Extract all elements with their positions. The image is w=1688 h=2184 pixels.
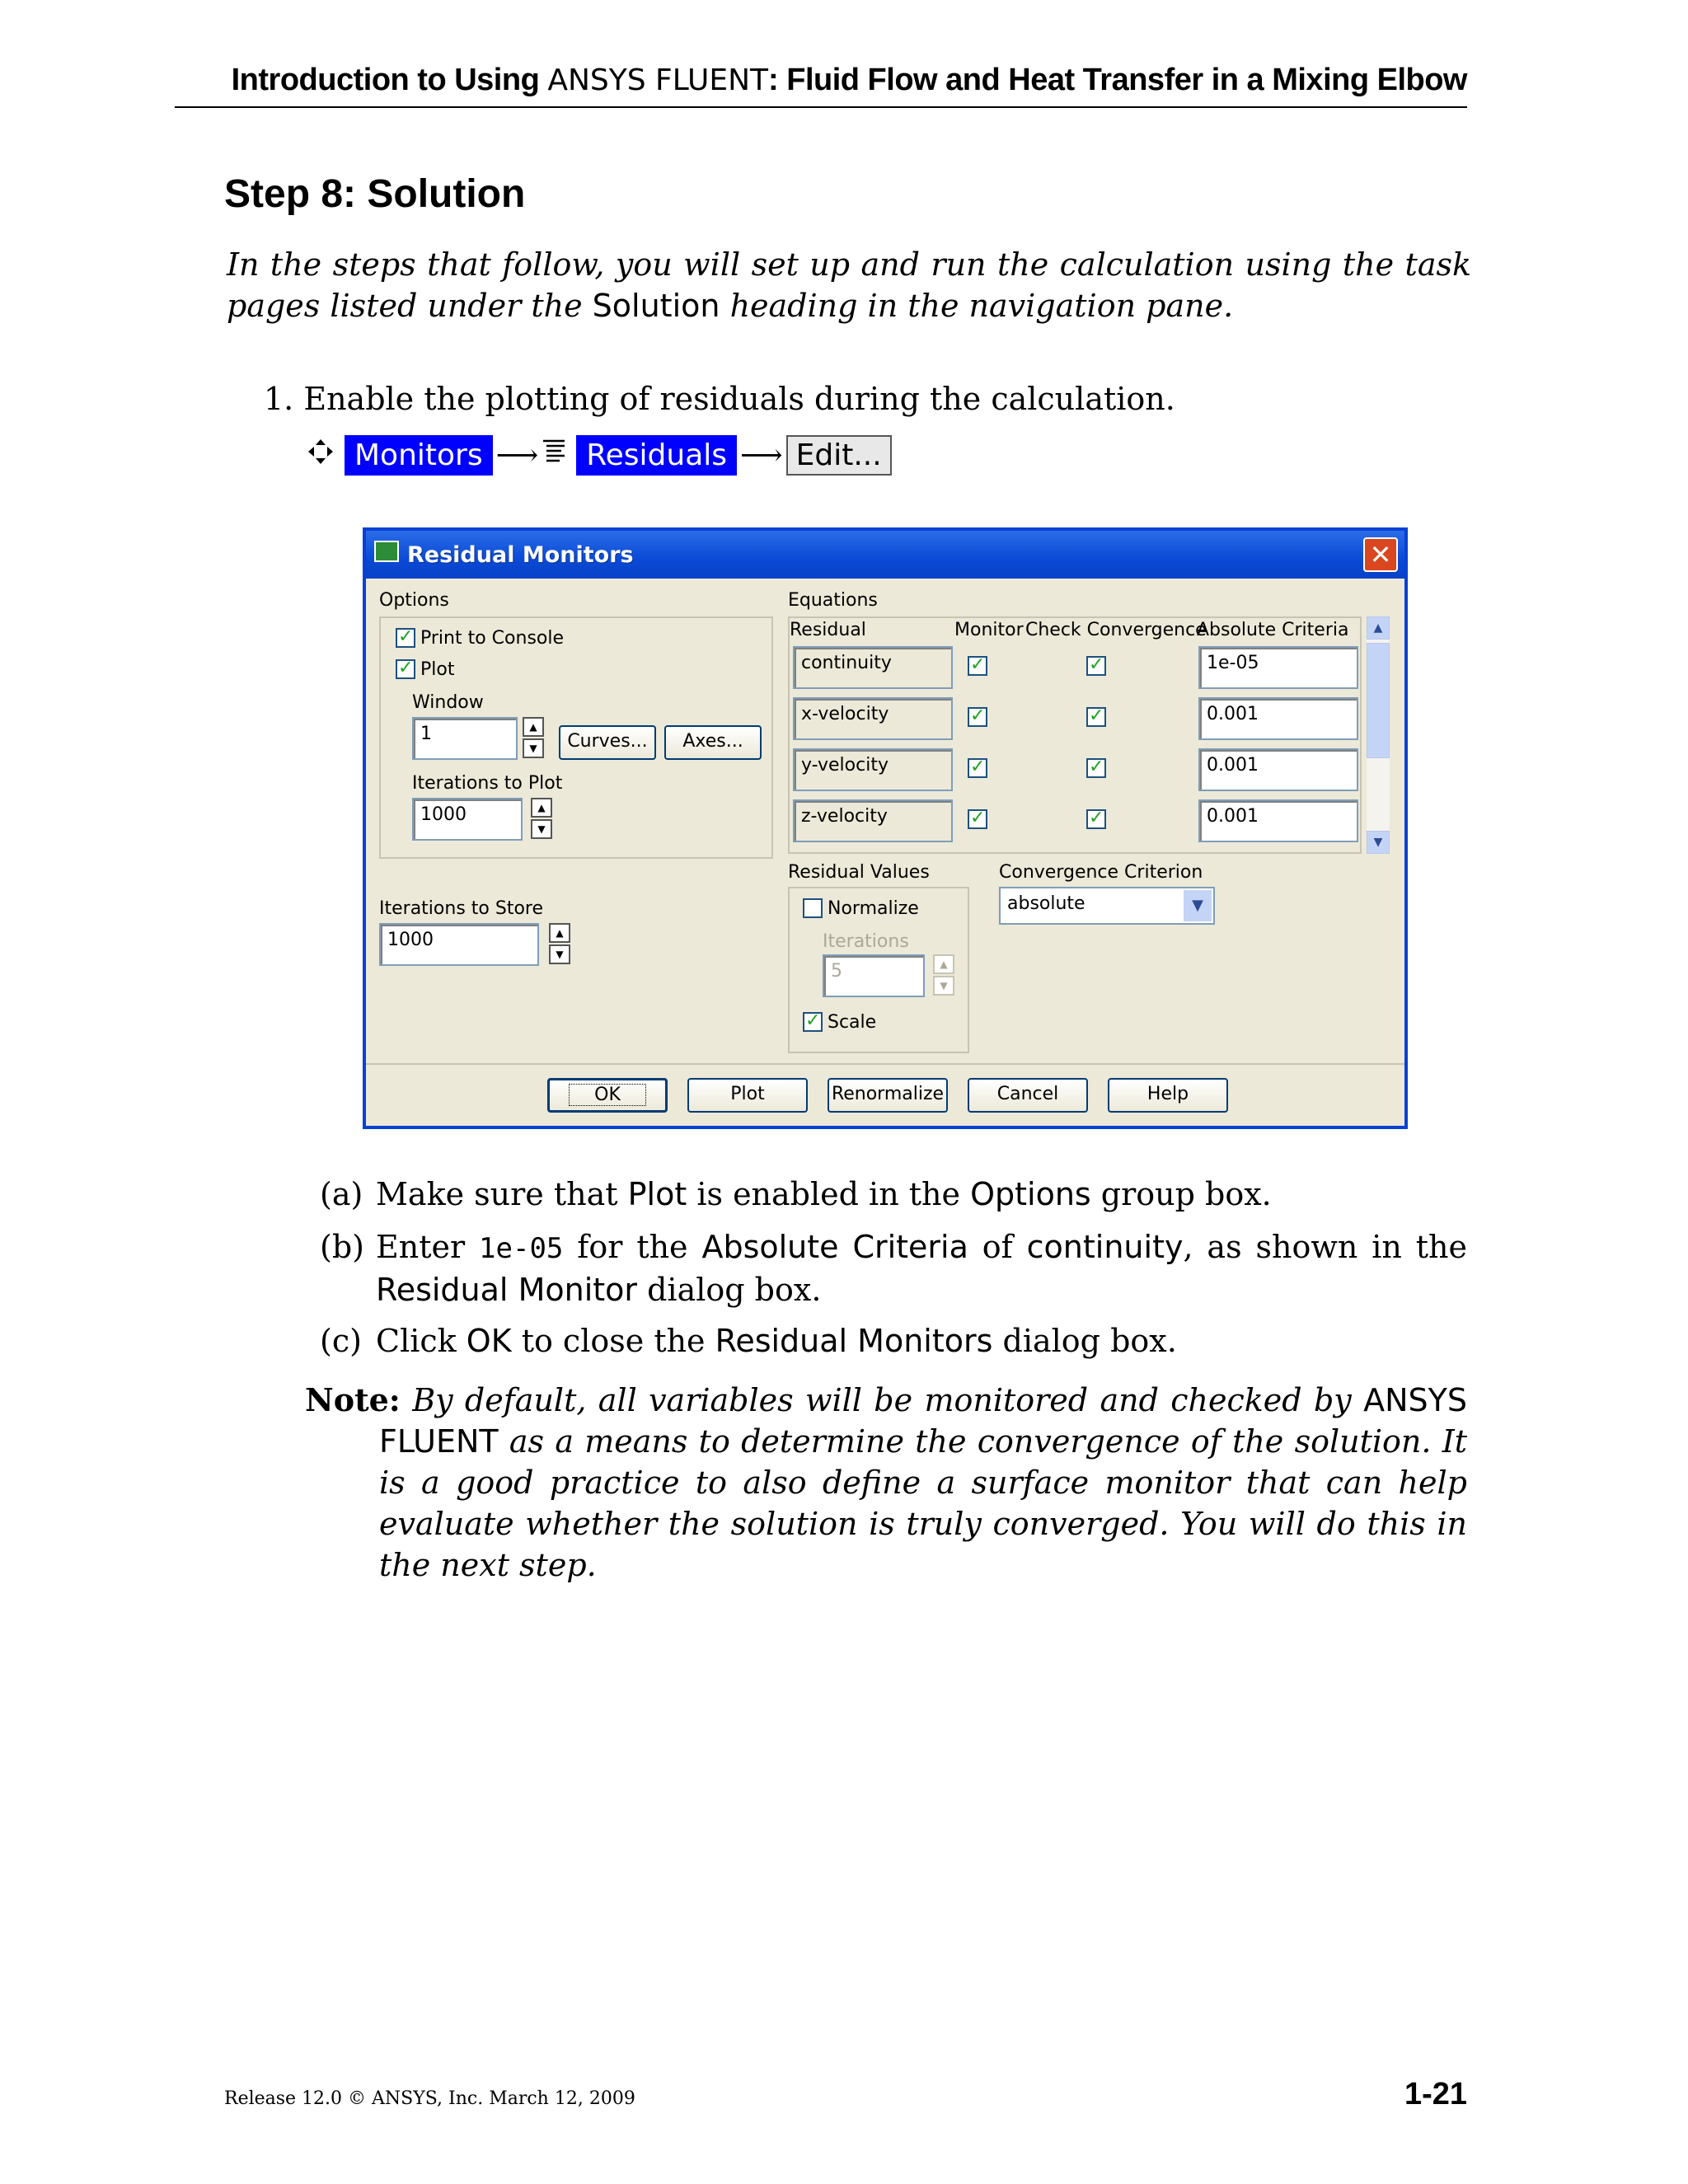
absolute-criteria-continuity-input[interactable]: 1e-05 xyxy=(1198,646,1358,689)
plot-checkbox[interactable] xyxy=(396,659,415,679)
substep-c-tag: (c) xyxy=(320,1323,362,1359)
iterations-to-store-input[interactable]: 1000 xyxy=(379,923,539,966)
plot-button[interactable]: Plot xyxy=(687,1078,808,1113)
iterations-to-plot-input[interactable]: 1000 xyxy=(412,798,523,841)
substep-b-text: , as shown in the xyxy=(1183,1229,1468,1265)
renormalize-button[interactable]: Renormalize xyxy=(828,1078,948,1113)
substep-b-keyword: Absolute Criteria xyxy=(701,1229,968,1265)
spin-down-icon[interactable]: ▼ xyxy=(523,738,544,758)
scale-label: Scale xyxy=(828,1012,877,1033)
substep-b-tag: (b) xyxy=(320,1229,364,1265)
substep-c-keyword: Residual Monitors xyxy=(715,1323,993,1359)
print-to-console-label: Print to Console xyxy=(420,628,565,649)
running-header xyxy=(175,63,1467,108)
substep-a-keyword: Options xyxy=(970,1176,1091,1212)
check-convergence-checkbox-x-velocity[interactable] xyxy=(1086,707,1106,727)
monitor-checkbox-y-velocity[interactable] xyxy=(968,758,987,778)
iterations-to-plot-spinner[interactable] xyxy=(531,798,552,841)
substep-b-text: dialog box. xyxy=(637,1272,822,1308)
check-convergence-checkbox-y-velocity[interactable] xyxy=(1086,758,1106,778)
absolute-criteria-y-velocity-input[interactable]: 0.001 xyxy=(1198,748,1358,791)
nav-arrow-1: ⟶ xyxy=(495,438,539,472)
substep-b-keyword: Monitor xyxy=(518,1272,638,1308)
substep-c xyxy=(320,1320,1467,1361)
normalize-checkbox[interactable] xyxy=(803,898,823,918)
spin-up-icon[interactable]: ▲ xyxy=(523,717,544,737)
dialog-title: Residual Monitors xyxy=(407,542,634,568)
convergence-criterion-select[interactable] xyxy=(999,887,1215,925)
ok-button-label: OK xyxy=(569,1084,646,1106)
normalize-iterations-spinner xyxy=(933,954,954,997)
monitor-checkbox-x-velocity[interactable] xyxy=(968,707,987,727)
substep-a-text: Make sure that xyxy=(376,1176,628,1212)
note-paragraph xyxy=(305,1380,1467,1586)
substep-b-text: Enter xyxy=(376,1229,480,1265)
window-spinner[interactable] xyxy=(523,717,544,760)
window-label: Window xyxy=(412,692,484,713)
options-group-label: Options xyxy=(379,590,449,611)
help-button[interactable]: Help xyxy=(1108,1078,1228,1113)
footer-release: Release 12.0 © ANSYS, Inc. March 12, 2009 xyxy=(224,2088,635,2109)
normalize-iterations-input: 5 xyxy=(823,954,925,997)
note-product: ANSYS FLUENT xyxy=(379,1382,1467,1460)
spin-down-icon[interactable]: ▼ xyxy=(549,944,570,964)
print-to-console-checkbox[interactable] xyxy=(396,628,415,648)
nav-monitors[interactable]: Monitors xyxy=(345,435,493,476)
substep-c-text: Click xyxy=(376,1323,467,1359)
substep-a-tag: (a) xyxy=(320,1176,363,1212)
substep-b-code: 1e-05 xyxy=(479,1232,564,1265)
chevron-down-icon[interactable]: ▼ xyxy=(1184,890,1212,921)
spin-down-icon: ▼ xyxy=(933,976,954,996)
spin-up-icon[interactable]: ▲ xyxy=(549,923,570,943)
ok-button[interactable] xyxy=(547,1078,668,1113)
substep-c-keyword: OK xyxy=(466,1323,512,1359)
residual-values-group-label: Residual Values xyxy=(788,862,930,883)
equations-scrollbar[interactable] xyxy=(1367,616,1390,854)
substep-b-text: of xyxy=(968,1229,1027,1265)
col-header-monitor: Monitor xyxy=(954,620,1024,640)
monitors-move-icon xyxy=(307,438,335,472)
nav-residuals[interactable]: Residuals xyxy=(576,435,737,476)
iterations-to-store-label: Iterations to Store xyxy=(379,898,543,919)
scroll-up-icon[interactable]: ▲ xyxy=(1367,616,1390,640)
substep-a-text: group box. xyxy=(1090,1176,1272,1212)
nav-arrow-2: ⟶ xyxy=(740,438,783,472)
spin-down-icon[interactable]: ▼ xyxy=(531,819,552,839)
nav-edit-button[interactable]: Edit... xyxy=(786,435,892,476)
check-convergence-checkbox-continuity[interactable] xyxy=(1086,656,1106,676)
intro-solution-word: Solution xyxy=(592,288,720,324)
note-text-2: as a means to determine the convergence of the solution. It is a good practice to also define a surface monitor that can help evaluate whether the solution is truly converged. You will do this in the next step. xyxy=(379,1423,1467,1583)
substep-c-text: dialog box. xyxy=(992,1323,1177,1359)
normalize-label: Normalize xyxy=(828,898,919,919)
window-input[interactable]: 1 xyxy=(412,717,518,760)
absolute-criteria-z-velocity-input[interactable]: 0.001 xyxy=(1198,799,1358,842)
monitor-checkbox-z-velocity[interactable] xyxy=(968,809,987,829)
iterations-to-plot-label: Iterations to Plot xyxy=(412,773,563,794)
note-text-1: By default, all variables will be monitored and checked by xyxy=(412,1382,1364,1418)
residual-monitors-dialog xyxy=(363,527,1408,1129)
iterations-label: Iterations xyxy=(823,931,909,952)
page-number: 1-21 xyxy=(1404,2077,1467,2111)
monitor-checkbox-continuity[interactable] xyxy=(968,656,987,676)
navigation-path xyxy=(307,432,892,478)
col-header-absolute-criteria: Absolute Criteria xyxy=(1197,620,1349,640)
scroll-down-icon[interactable]: ▼ xyxy=(1367,831,1390,854)
intro-text-2: heading in the navigation pane. xyxy=(720,288,1234,324)
cancel-button[interactable]: Cancel xyxy=(968,1078,1088,1113)
header-product: ANSYS FLUENT xyxy=(547,63,769,97)
convergence-criterion-label: Convergence Criterion xyxy=(999,862,1203,883)
residual-name-y-velocity: y-velocity xyxy=(793,748,953,791)
curves-button[interactable]: Curves... xyxy=(559,725,656,760)
absolute-criteria-x-velocity-input[interactable]: 0.001 xyxy=(1198,697,1358,740)
button-separator xyxy=(366,1063,1404,1065)
residuals-list-icon xyxy=(542,438,566,472)
substep-b-keyword: Residual xyxy=(376,1272,509,1308)
dialog-titlebar[interactable] xyxy=(366,531,1404,579)
scale-checkbox[interactable] xyxy=(803,1012,823,1032)
col-header-residual: Residual xyxy=(790,620,866,640)
substep-b-keyword: continuity xyxy=(1026,1229,1184,1265)
convergence-criterion-value: absolute xyxy=(1007,893,1085,914)
spin-up-icon: ▲ xyxy=(933,954,954,974)
col-header-check-convergence: Check Convergence xyxy=(1025,620,1207,640)
substep-c-text: to close the xyxy=(511,1323,715,1359)
substep-b-text: for the xyxy=(563,1229,702,1265)
note-label: Note: xyxy=(305,1381,401,1418)
fluent-app-icon xyxy=(374,541,399,562)
residual-name-continuity: continuity xyxy=(793,646,953,689)
header-prefix: Introduction to Using xyxy=(231,63,548,97)
substep-a-keyword: Plot xyxy=(627,1176,687,1212)
check-convergence-checkbox-z-velocity[interactable] xyxy=(1086,809,1106,829)
close-button[interactable]: ✕ xyxy=(1363,537,1398,572)
substep-b xyxy=(320,1226,1467,1310)
substep-a-text: is enabled in the xyxy=(687,1176,971,1212)
residual-name-x-velocity: x-velocity xyxy=(793,697,953,740)
residual-name-z-velocity: z-velocity xyxy=(793,799,953,842)
intro-paragraph xyxy=(227,244,1471,326)
axes-button[interactable]: Axes... xyxy=(664,725,762,760)
step-item-1: 1. Enable the plotting of residuals during the calculation. xyxy=(264,381,1175,417)
substep-a xyxy=(320,1174,1467,1215)
intro-text-1: In the steps that follow, you will set up and run the calculation using the task pages listed under the xyxy=(227,246,1471,324)
spin-up-icon[interactable]: ▲ xyxy=(531,798,552,818)
equations-group-label: Equations xyxy=(788,590,878,611)
plot-label: Plot xyxy=(420,659,455,680)
step-title: Step 8: Solution xyxy=(224,172,526,216)
scroll-thumb[interactable] xyxy=(1367,643,1390,758)
iterations-to-store-spinner[interactable] xyxy=(549,923,570,966)
header-suffix: : Fluid Flow and Heat Transfer in a Mixing Elbow xyxy=(768,63,1467,97)
